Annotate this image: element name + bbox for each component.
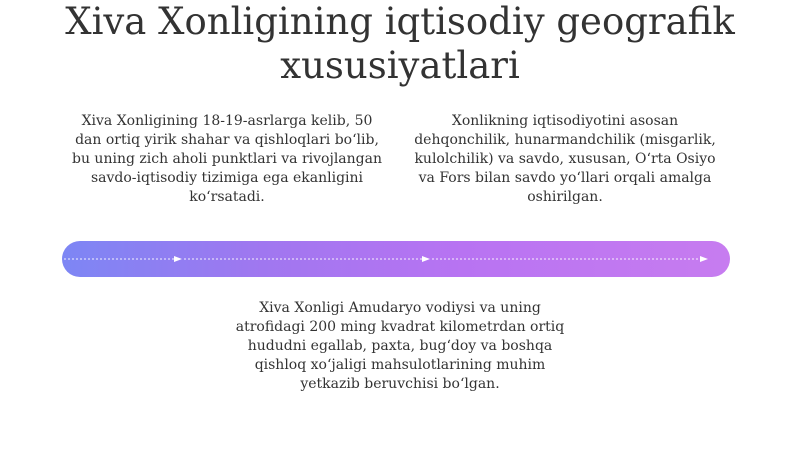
text-block-left: Xiva Xonligining 18-19-asrlarga kelib, 50 dan ortiq yirik shahar va qishloqlari bo‘lib, bu uning zich aholi punktlari va rivojlangan savdo-iqtisodiy tizimiga ega ekanligini ko‘rsatadi. bbox=[72, 113, 382, 205]
timeline-arrow-1-icon bbox=[174, 256, 182, 262]
text-block-right: Xonlikning iqtisodiyotini asosan dehqonchilik, hunarmandchilik (misgarlik, kulolchilik) va savdo, xususan, O‘rta Osiyo va Fors bilan savdo yo‘llari orqali amalga oshirilgan. bbox=[414, 113, 716, 205]
timeline-bar bbox=[62, 241, 730, 277]
timeline-arrows bbox=[62, 241, 730, 277]
slide-title: Xiva Xonligining iqtisodiy geografik xususiyatlari bbox=[65, 0, 735, 87]
text-block-bottom: Xiva Xonligi Amudaryo vodiysi va uning atrofidagi 200 ming kvadrat kilometrdan ortiq hududni egallab, paxta, bug‘doy va boshqa qishloq xo‘jaligi mahsulotlarining muhim yetkazib beruvchisi bo‘lgan. bbox=[235, 300, 565, 392]
timeline-arrow-2-icon bbox=[422, 256, 430, 262]
timeline-arrow-3-icon bbox=[700, 256, 708, 262]
